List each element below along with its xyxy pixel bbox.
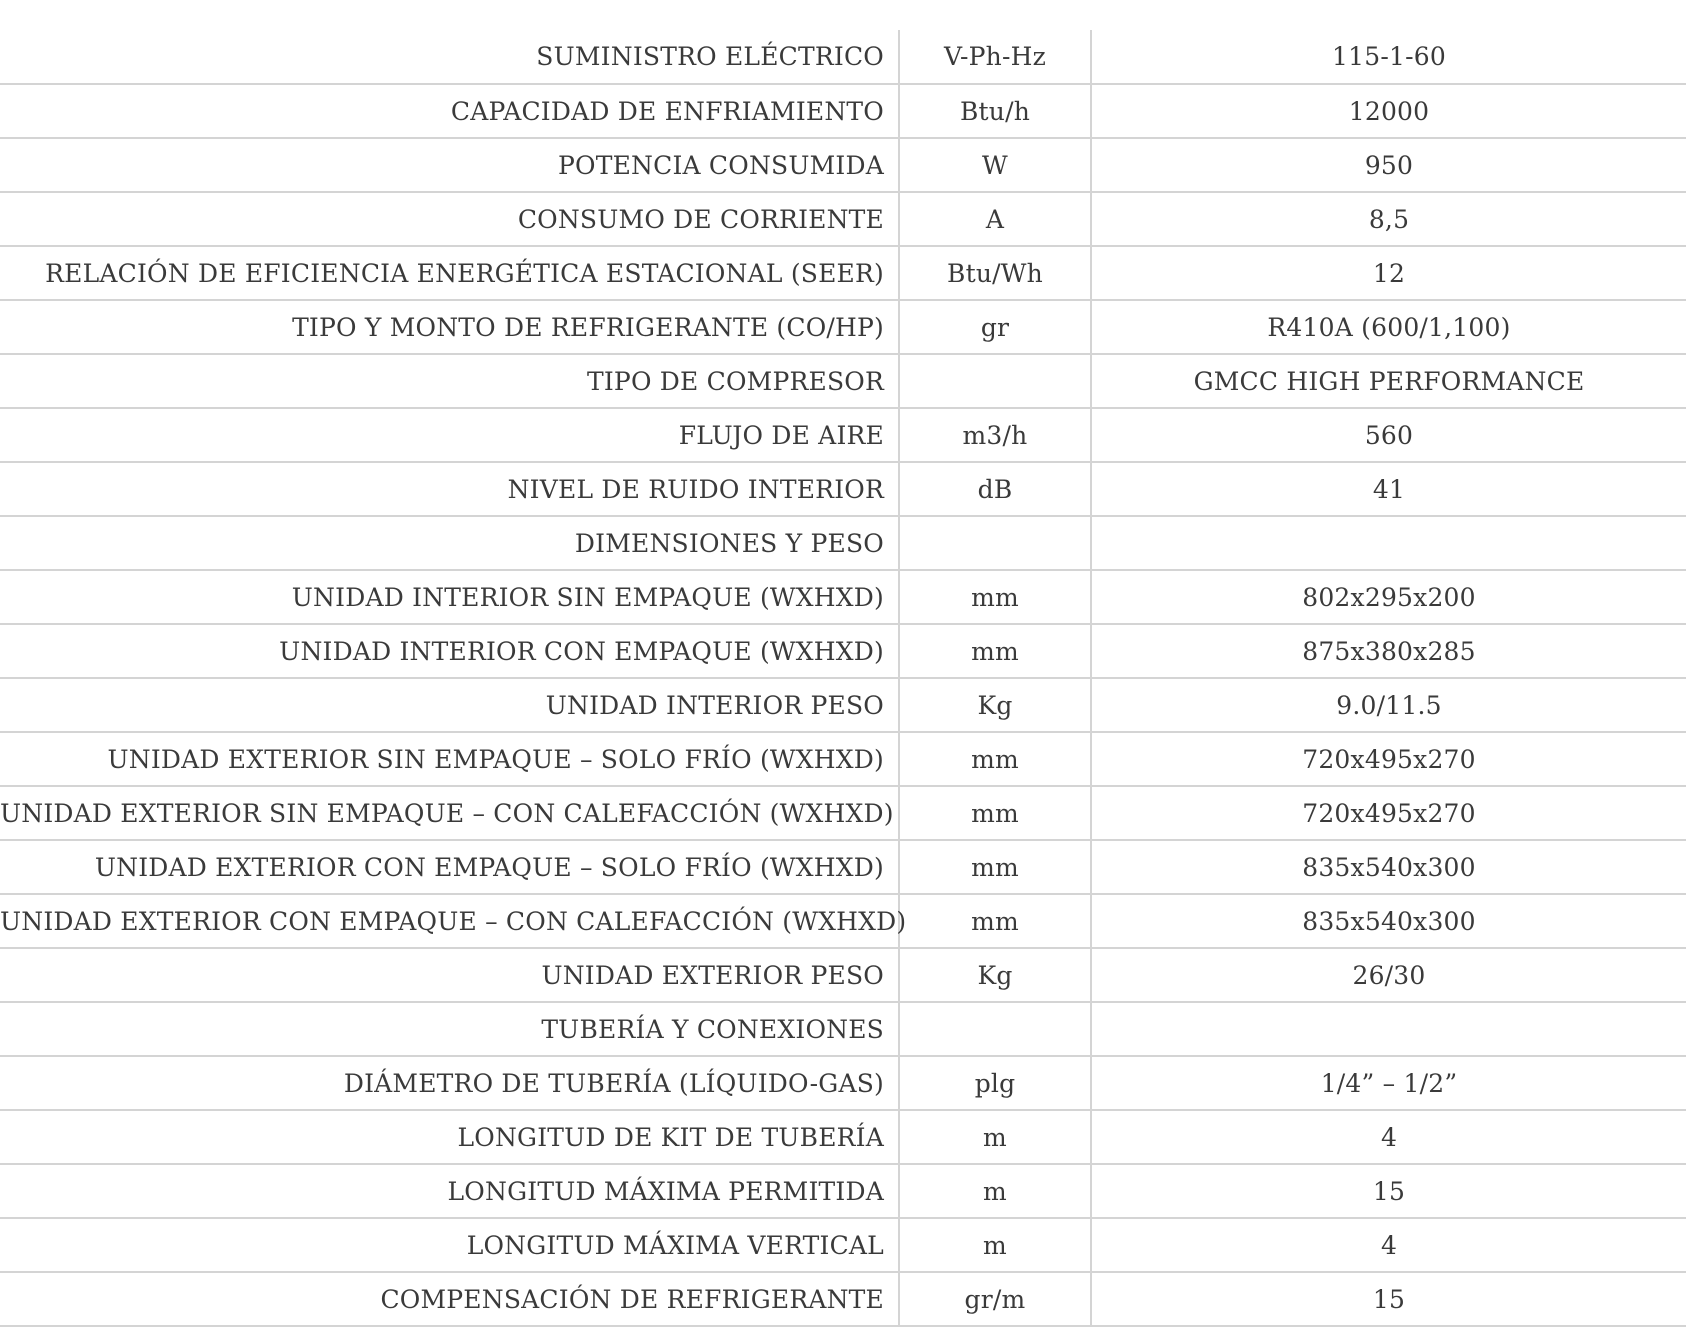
spec-value: 4	[1091, 1110, 1686, 1164]
spec-value: 41	[1091, 462, 1686, 516]
spec-label: TUBERÍA Y CONEXIONES	[0, 1002, 899, 1056]
spec-label: UNIDAD INTERIOR SIN EMPAQUE (WXHXD)	[0, 570, 899, 624]
spec-label: UNIDAD EXTERIOR CON EMPAQUE – SOLO FRÍO (WXHXD)	[0, 840, 899, 894]
specifications-table-body	[0, 30, 1686, 1326]
spec-unit: mm	[899, 570, 1091, 624]
spec-unit: mm	[899, 786, 1091, 840]
spec-unit: mm	[899, 624, 1091, 678]
table-row	[0, 1218, 1686, 1272]
specifications-table	[0, 30, 1686, 1327]
table-row	[0, 246, 1686, 300]
spec-value: 835x540x300	[1091, 894, 1686, 948]
table-row	[0, 192, 1686, 246]
table-row	[0, 30, 1686, 84]
spec-label: UNIDAD INTERIOR CON EMPAQUE (WXHXD)	[0, 624, 899, 678]
spec-unit: Kg	[899, 948, 1091, 1002]
table-row	[0, 354, 1686, 408]
spec-unit: Kg	[899, 678, 1091, 732]
spec-value: 8,5	[1091, 192, 1686, 246]
table-row	[0, 786, 1686, 840]
spec-unit: A	[899, 192, 1091, 246]
table-row	[0, 840, 1686, 894]
spec-value: 720x495x270	[1091, 786, 1686, 840]
spec-value: 875x380x285	[1091, 624, 1686, 678]
spec-label: RELACIÓN DE EFICIENCIA ENERGÉTICA ESTACIONAL (SEER)	[0, 246, 899, 300]
spec-label: NIVEL DE RUIDO INTERIOR	[0, 462, 899, 516]
table-row	[0, 624, 1686, 678]
spec-value: 12	[1091, 246, 1686, 300]
spec-value: 15	[1091, 1164, 1686, 1218]
spec-unit	[899, 1002, 1091, 1056]
spec-unit: gr/m	[899, 1272, 1091, 1326]
table-row	[0, 1272, 1686, 1326]
table-row	[0, 948, 1686, 1002]
spec-unit: plg	[899, 1056, 1091, 1110]
spec-unit: dB	[899, 462, 1091, 516]
spec-unit: W	[899, 138, 1091, 192]
spec-label: CAPACIDAD DE ENFRIAMIENTO	[0, 84, 899, 138]
table-row	[0, 516, 1686, 570]
spec-label: COMPENSACIÓN DE REFRIGERANTE	[0, 1272, 899, 1326]
spec-value: GMCC HIGH PERFORMANCE	[1091, 354, 1686, 408]
table-row	[0, 1164, 1686, 1218]
spec-value: 950	[1091, 138, 1686, 192]
spec-value: 15	[1091, 1272, 1686, 1326]
spec-value: 720x495x270	[1091, 732, 1686, 786]
spec-label: FLUJO DE AIRE	[0, 408, 899, 462]
spec-value: 12000	[1091, 84, 1686, 138]
table-row	[0, 408, 1686, 462]
spec-label: UNIDAD EXTERIOR PESO	[0, 948, 899, 1002]
table-row	[0, 732, 1686, 786]
spec-value: 1/4” – 1/2”	[1091, 1056, 1686, 1110]
spec-unit: V-Ph-Hz	[899, 30, 1091, 84]
spec-unit: m	[899, 1110, 1091, 1164]
spec-label: UNIDAD EXTERIOR SIN EMPAQUE – CON CALEFACCIÓN (WXHXD)	[0, 786, 899, 840]
spec-value: 9.0/11.5	[1091, 678, 1686, 732]
spec-unit: mm	[899, 894, 1091, 948]
table-row	[0, 894, 1686, 948]
spec-label: LONGITUD DE KIT DE TUBERÍA	[0, 1110, 899, 1164]
spec-value: 4	[1091, 1218, 1686, 1272]
spec-unit: m	[899, 1164, 1091, 1218]
table-row	[0, 462, 1686, 516]
spec-value: 835x540x300	[1091, 840, 1686, 894]
table-row	[0, 678, 1686, 732]
spec-label: DIMENSIONES Y PESO	[0, 516, 899, 570]
spec-label: LONGITUD MÁXIMA VERTICAL	[0, 1218, 899, 1272]
table-row	[0, 300, 1686, 354]
spec-value	[1091, 516, 1686, 570]
table-row	[0, 84, 1686, 138]
spec-unit: Btu/h	[899, 84, 1091, 138]
spec-label: UNIDAD INTERIOR PESO	[0, 678, 899, 732]
spec-label: UNIDAD EXTERIOR SIN EMPAQUE – SOLO FRÍO (WXHXD)	[0, 732, 899, 786]
spec-label: CONSUMO DE CORRIENTE	[0, 192, 899, 246]
spec-unit: m	[899, 1218, 1091, 1272]
spec-label: TIPO DE COMPRESOR	[0, 354, 899, 408]
spec-value: R410A (600/1,100)	[1091, 300, 1686, 354]
spec-label: UNIDAD EXTERIOR CON EMPAQUE – CON CALEFACCIÓN (WXHXD)	[0, 894, 899, 948]
spec-value	[1091, 1002, 1686, 1056]
table-row	[0, 1002, 1686, 1056]
spec-label: SUMINISTRO ELÉCTRICO	[0, 30, 899, 84]
spec-label: LONGITUD MÁXIMA PERMITIDA	[0, 1164, 899, 1218]
spec-unit: gr	[899, 300, 1091, 354]
spec-label: TIPO Y MONTO DE REFRIGERANTE (CO/HP)	[0, 300, 899, 354]
spec-value: 802x295x200	[1091, 570, 1686, 624]
table-row	[0, 570, 1686, 624]
spec-unit	[899, 354, 1091, 408]
spec-unit: mm	[899, 840, 1091, 894]
table-row	[0, 1110, 1686, 1164]
spec-label: POTENCIA CONSUMIDA	[0, 138, 899, 192]
spec-unit: m3/h	[899, 408, 1091, 462]
spec-unit	[899, 516, 1091, 570]
spec-value: 115-1-60	[1091, 30, 1686, 84]
spec-value: 560	[1091, 408, 1686, 462]
spec-unit: mm	[899, 732, 1091, 786]
table-row	[0, 138, 1686, 192]
spec-label: DIÁMETRO DE TUBERÍA (LÍQUIDO-GAS)	[0, 1056, 899, 1110]
spec-unit: Btu/Wh	[899, 246, 1091, 300]
table-row	[0, 1056, 1686, 1110]
spec-value: 26/30	[1091, 948, 1686, 1002]
